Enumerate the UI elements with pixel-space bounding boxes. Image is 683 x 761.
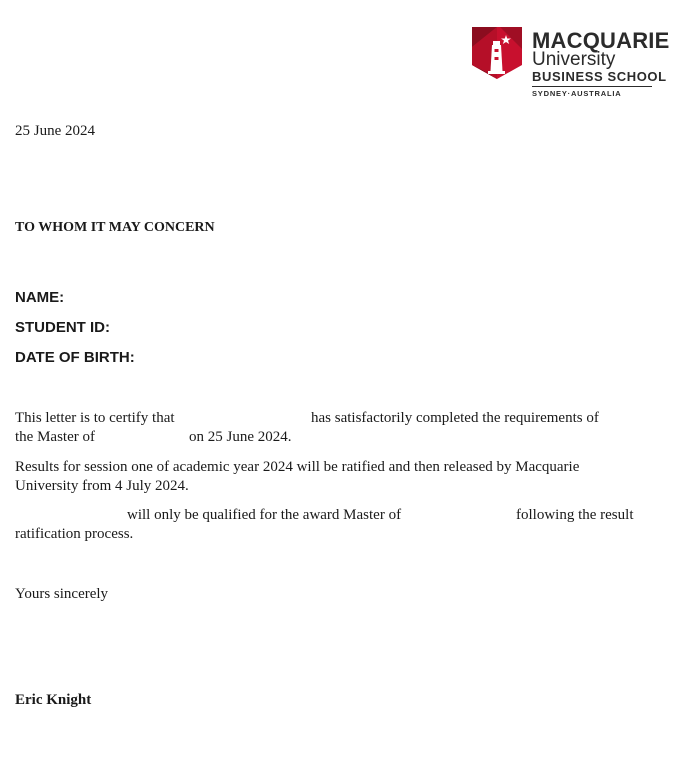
logo-location-text: SYDNEY·AUSTRALIA xyxy=(532,89,622,98)
logo-wordmark: MACQUARIE xyxy=(532,28,670,53)
date-of-birth-label: DATE OF BIRTH: xyxy=(15,349,135,366)
logo-school-text: BUSINESS SCHOOL xyxy=(532,69,667,84)
para2-line1: Results for session one of academic year 2024 will be ratified and then released by Macquarie xyxy=(15,459,580,475)
para1-line2-start: the Master of xyxy=(15,429,95,445)
letter-date: 25 June 2024 xyxy=(15,123,95,139)
para2-line2: University from 4 July 2024. xyxy=(15,478,189,494)
signatory-name: Eric Knight xyxy=(15,692,92,708)
salutation: TO WHOM IT MAY CONCERN xyxy=(15,220,215,235)
student-id-label: STUDENT ID: xyxy=(15,319,110,336)
para3-line1-end: following the result xyxy=(516,507,634,523)
para1-line2-end: on 25 June 2024. xyxy=(189,429,292,445)
university-logo xyxy=(472,27,670,99)
logo-divider xyxy=(532,86,652,87)
lighthouse-crest-icon xyxy=(472,27,522,79)
para3-line2: ratification process. xyxy=(15,526,134,542)
para1-line1-end: has satisfactorily completed the requirements of xyxy=(311,410,599,426)
logo-university-text: University xyxy=(532,49,616,70)
name-label: NAME: xyxy=(15,289,65,306)
para3-line1-mid: will only be qualified for the award Master of xyxy=(127,507,402,523)
closing: Yours sincerely xyxy=(15,586,109,602)
para1-line1-start: This letter is to certify that xyxy=(15,410,175,426)
